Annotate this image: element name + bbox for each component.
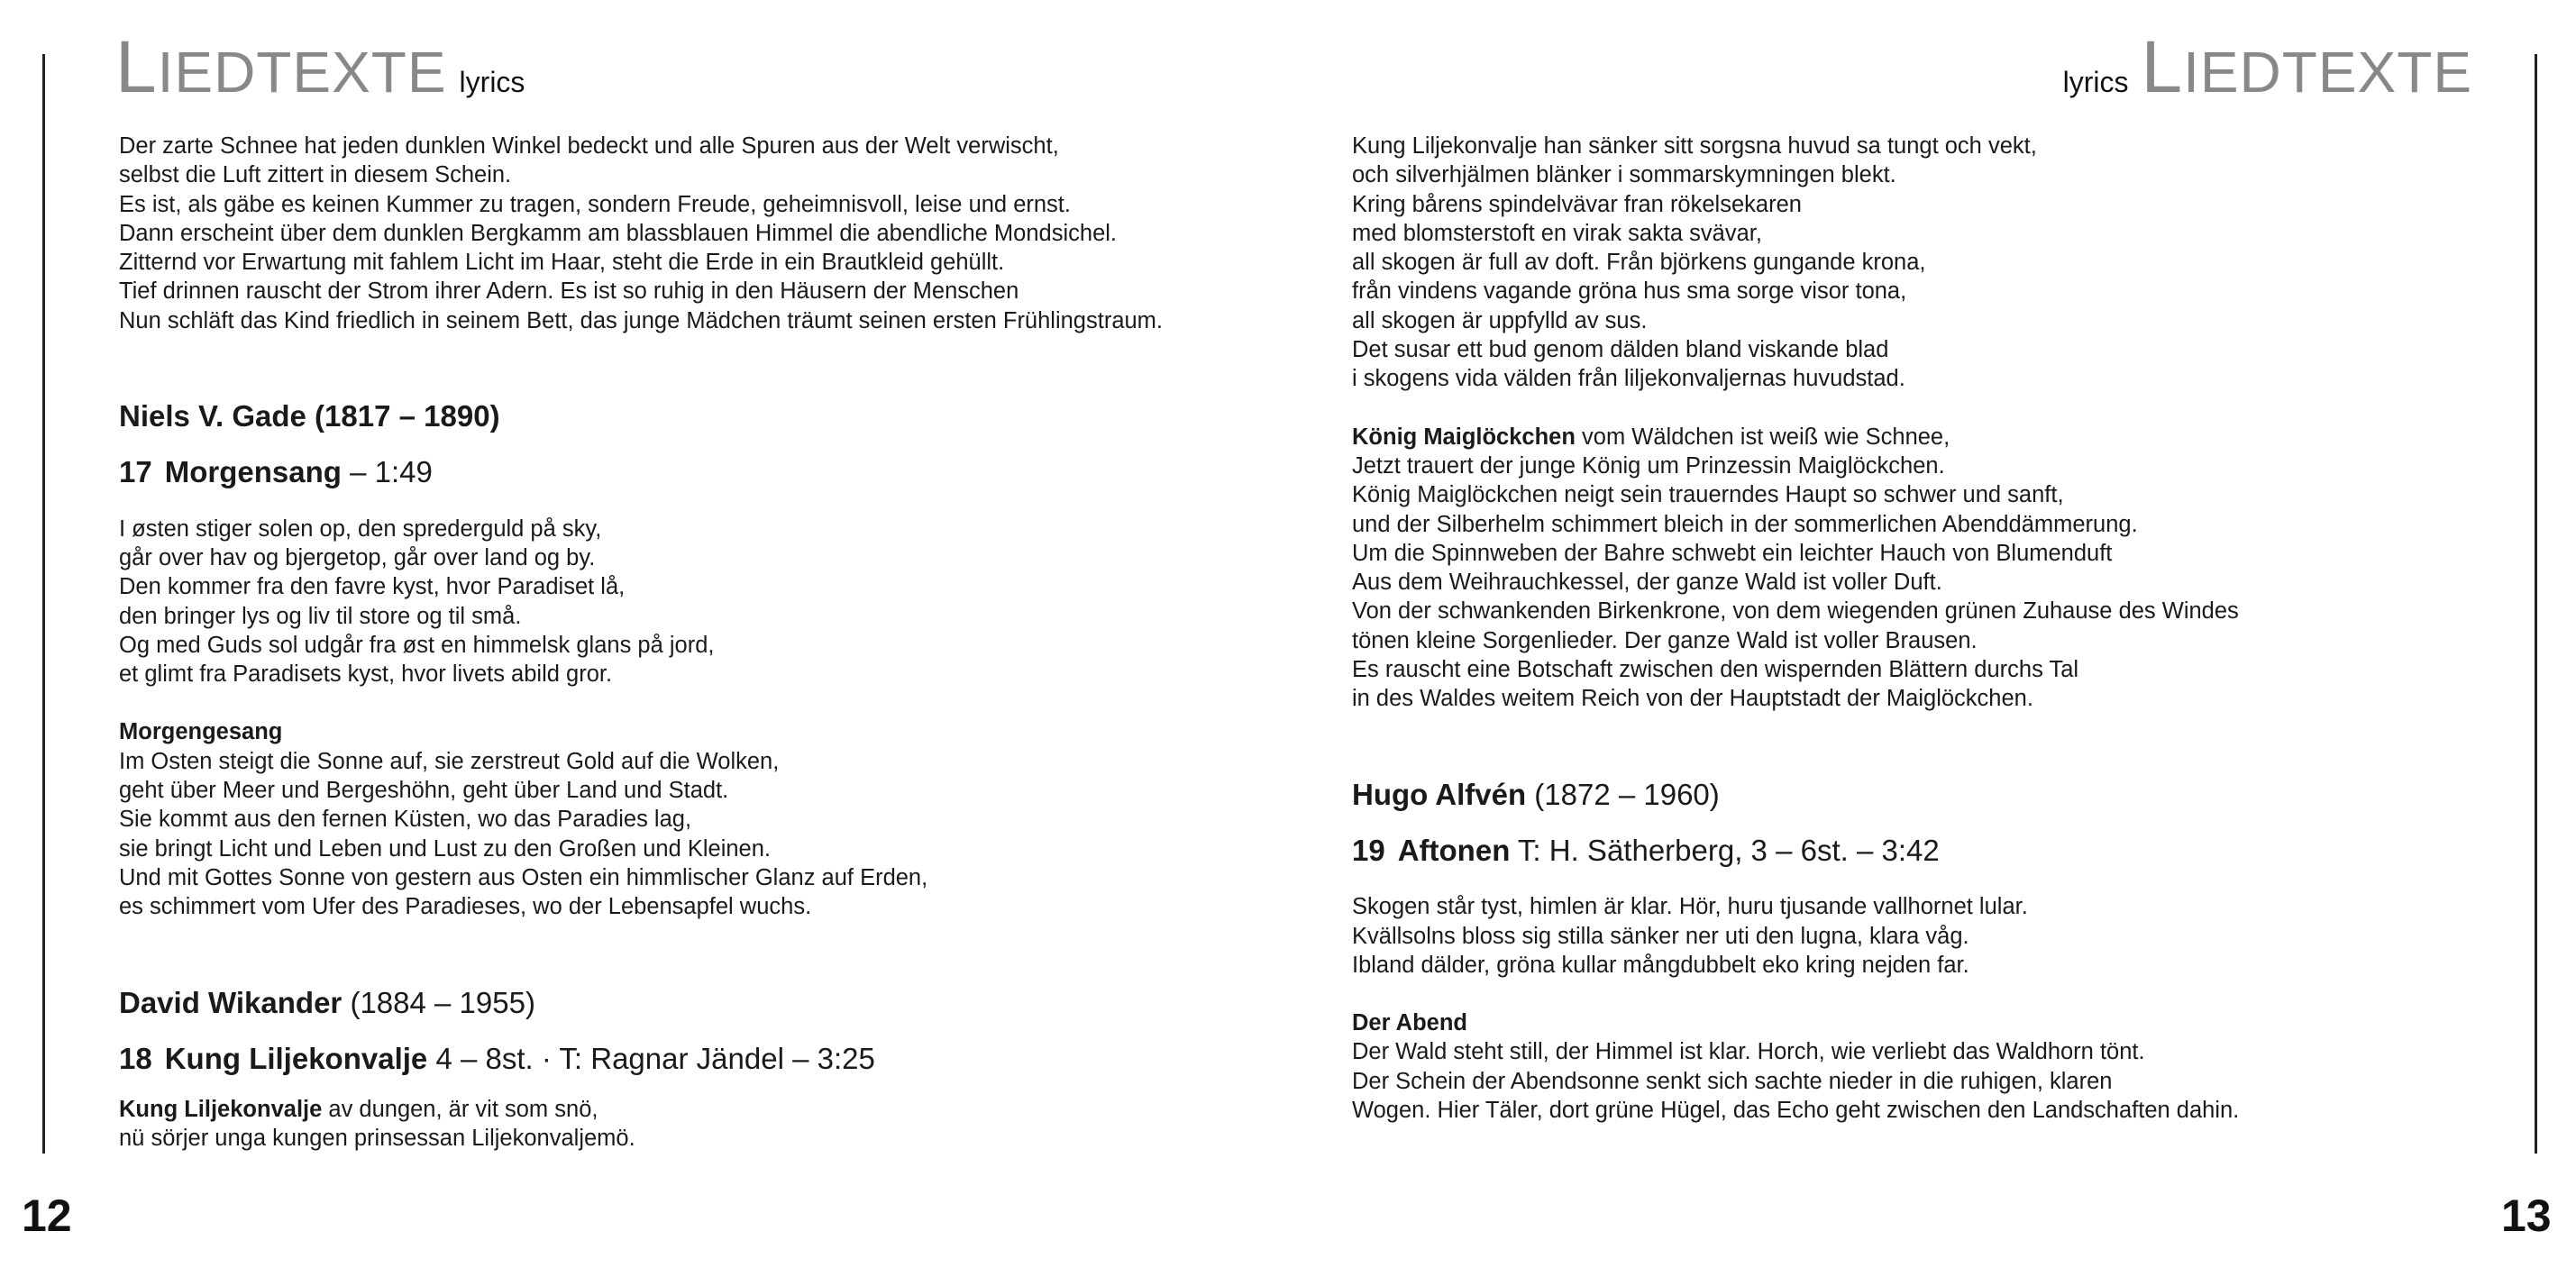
lyrics-translation: König Maiglöckchen vom Wäldchen ist weiß wie Schnee, Jetzt trauert der junge König um Prinzessin Maiglöckchen. König Maiglöckchen neigt sein trauerndes Haupt so schwer und sanft, und der Silberhelm schimmert bleich in der sommerlichen Abenddämmerung. Um die Spinnweben der Bahre schwebt ein leichter Hauch von Blumenduft Aus dem Weihrauchkessel, der ganze Wald ist voller Duft. Von der schwankenden Birkenkrone, von dem wiegenden grünen Zuhause des Windes tönen kleine Sorgenlieder. Der ganze Wald ist voller Brausen. Es rauscht eine Botschaft zwischen den wispernden Blättern durchs Tal in des Waldes weitem Reich von der Hauptstadt der Maiglöckchen. [1352, 424, 2239, 712]
page-number-left: 12 [22, 1190, 72, 1241]
composer-heading: David Wikander (1884 – 1955) [119, 985, 535, 1019]
header-title: LIEDTEXTE [2141, 26, 2472, 108]
lyrics-original: Skogen står tyst, himlen är klar. Hör, huru tjusande vallhornet lular. Kvällsolns bloss sig stilla sänker ner uti den lugna, klara våg. Ibland dälder, gröna kullar mångdubbelt eko kring nejden far. [1352, 894, 2028, 978]
track-heading: 17 Morgensang – 1:49 [119, 455, 433, 489]
lyrics-translation: Der Abend Der Wald steht still, der Himmel ist klar. Horch, wie verliebt das Waldhorn tönt. Der Schein der Abendsonne senkt sich sachte nieder in die ruhigen, klaren Wogen. Hier Täler, dort grüne Hügel, das Echo geht zwischen den Landschaften dahin. [1352, 1010, 2240, 1124]
left-page-header [115, 25, 537, 110]
right-page-header [2051, 25, 2472, 110]
left-page-content [119, 132, 1291, 1154]
lyrics-translation: Morgengesang Im Osten steigt die Sonne auf, sie zerstreut Gold auf die Wolken, geht über Meer und Bergeshöhn, geht über Land und Stadt. Sie kommt aus den fernen Küsten, wo das Paradies lag, sie bringt Licht und Leben und Lust zu den Großen und Kleinen. Und mit Gottes Sonne von gestern aus Osten ein himmlischer Glanz auf Erden, es schimmert vom Ufer des Paradieses, wo der Lebensapfel wuchs. [119, 719, 928, 920]
header-title: LIEDTEXTE [115, 26, 447, 108]
lyrics-original: Kung Liljekonvalje av dungen, är vit som snö, nü sörjer unga kungen prinsessan Liljekonvaljemö. [119, 1097, 635, 1152]
right-page-content [1352, 132, 2488, 1125]
track-heading: 18 Kung Liljekonvalje 4 – 8st. · T: Ragnar Jändel – 3:25 [119, 1041, 875, 1075]
intro-text: Der zarte Schnee hat jeden dunklen Winkel bedeckt und alle Spuren aus der Welt verwischt, selbst die Luft zittert in diesem Schein. Es ist, als gäbe es keinen Kummer zu tragen, sondern Freude, geheimnisvoll, leise und ernst. Dann erscheint über dem dunklen Bergkamm am blassblauen Himmel die abendliche Mondsichel. Zitternd vor Erwartung mit fahlem Licht im Haar, steht die Erde in ein Brautkleid gehüllt. Tief drinnen rauscht der Strom ihrer Adern. Es ist so ruhig in den Häusern der Menschen Nun schläft das Kind friedlich in seinem Bett, das junge Mädchen träumt seinen ersten Frühlingstraum. [119, 133, 1164, 333]
header-subtitle: lyrics [2062, 66, 2129, 98]
lyrics-original: Kung Liljekonvalje han sänker sitt sorgsna huvud sa tungt och vekt, och silverhjälmen blänker i sommarskymningen blekt. Kring bårens spindelvävar fran rökelsekaren med blomsterstoft en virak sakta svävar, all skogen är full av doft. Från björkens gungande krona, från vindens vagande gröna hus sma sorge visor tona, all skogen är uppfylld av sus. Det susar ett bud genom dälden bland viskande blad i skogens vida välden från liljekonvaljernas huvudstad. [1352, 133, 2037, 392]
composer-heading: Niels V. Gade (1817 – 1890) [119, 399, 500, 433]
lyrics-original: I østen stiger solen op, den sprederguld på sky, går over hav og bjergetop, går over land og by. Den kommer fra den favre kyst, hvor Paradiset lå, den bringer lys og liv til store og til små. Og med Guds sol udgår fra øst en himmelsk glans på jord, et glimt fra Paradisets kyst, hvor livets abild gror. [119, 515, 715, 688]
header-subtitle: lyrics [459, 66, 525, 98]
right-margin-rule [2535, 54, 2537, 1154]
left-margin-rule [42, 54, 45, 1154]
track-heading: 19 Aftonen T: H. Sätherberg, 3 – 6st. – 3:42 [1352, 833, 1940, 867]
page-number-right: 13 [2501, 1190, 2552, 1241]
composer-heading: Hugo Alfvén (1872 – 1960) [1352, 777, 1720, 811]
